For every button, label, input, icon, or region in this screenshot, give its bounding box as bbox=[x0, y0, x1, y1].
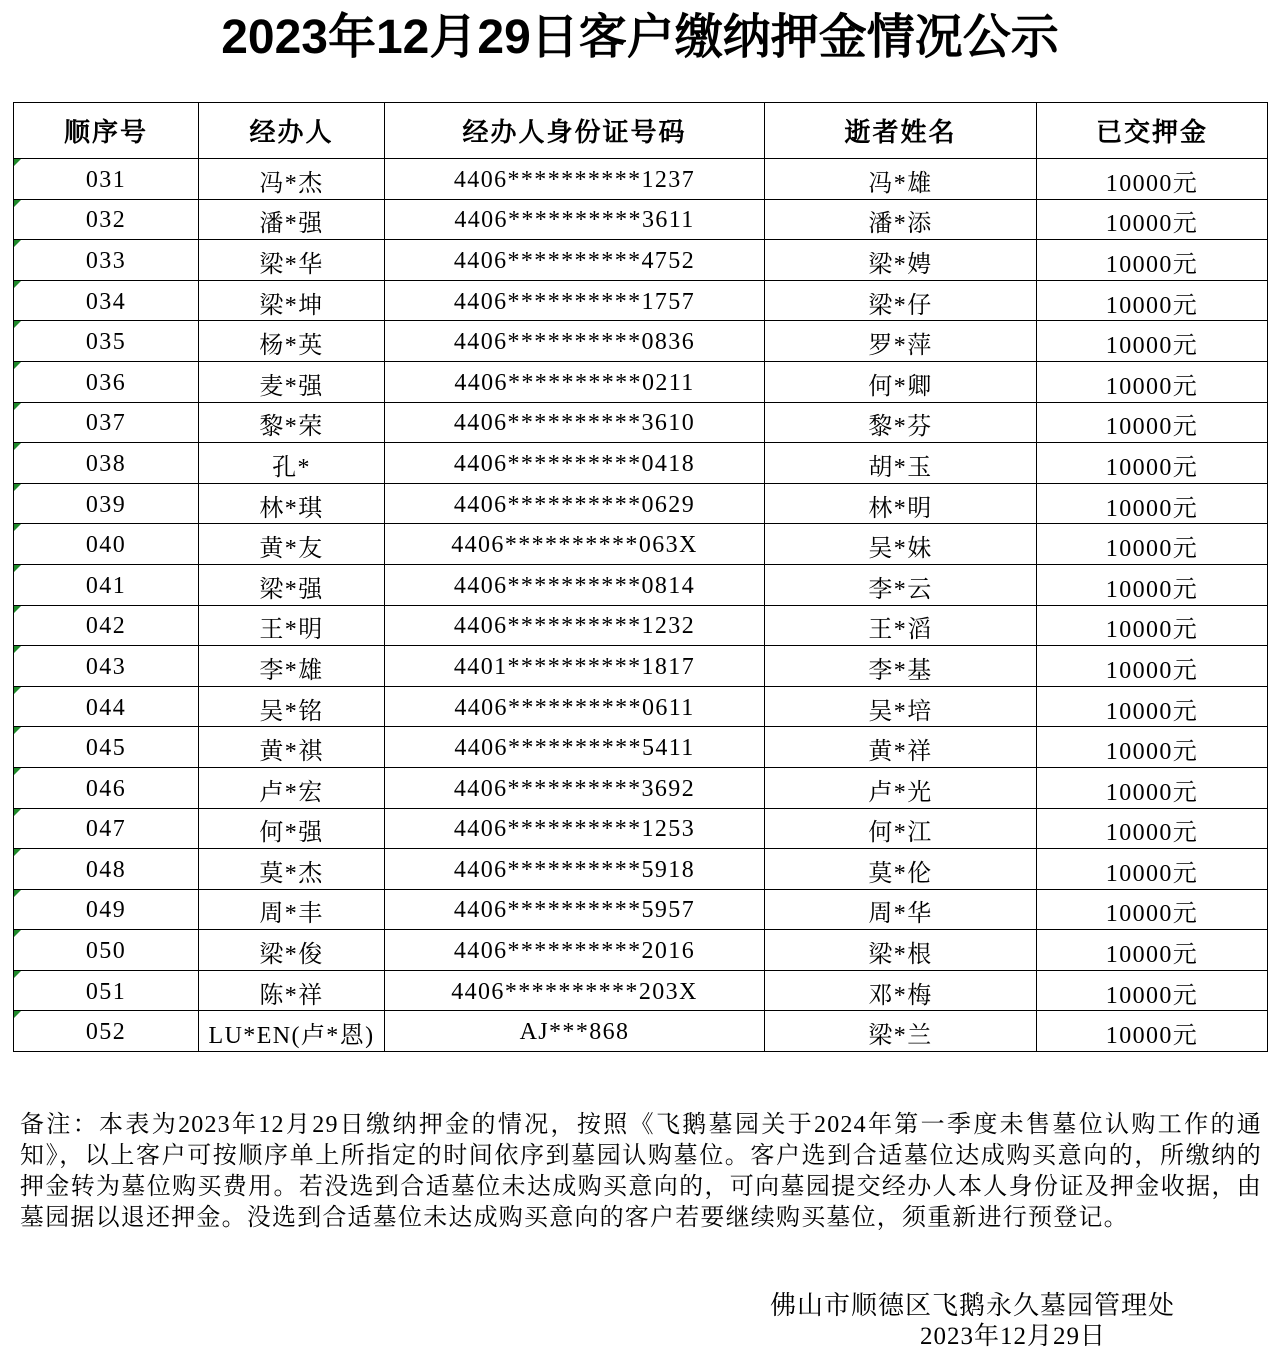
table-row bbox=[14, 686, 1268, 727]
cell-seq: 039 bbox=[14, 483, 199, 524]
cell-id-number: 4406**********4752 bbox=[385, 240, 765, 281]
cell-deposit: 10000元 bbox=[1037, 767, 1268, 808]
cell-agent-name: 王*明 bbox=[199, 605, 385, 646]
cell-seq: 040 bbox=[14, 524, 199, 565]
cell-id-number: 4406**********1232 bbox=[385, 605, 765, 646]
cell-id-number: 4406**********3692 bbox=[385, 767, 765, 808]
cell-deceased-name: 何*卿 bbox=[765, 361, 1037, 402]
header-agent-name: 经办人 bbox=[199, 103, 385, 159]
cell-agent-name: 梁*坤 bbox=[199, 280, 385, 321]
cell-deposit: 10000元 bbox=[1037, 402, 1268, 443]
cell-seq: 048 bbox=[14, 849, 199, 890]
cell-agent-name: 潘*强 bbox=[199, 199, 385, 240]
cell-deceased-name: 冯*雄 bbox=[765, 159, 1037, 200]
table-row bbox=[14, 605, 1268, 646]
cell-deposit: 10000元 bbox=[1037, 361, 1268, 402]
cell-agent-name: 吴*铭 bbox=[199, 686, 385, 727]
cell-deposit: 10000元 bbox=[1037, 605, 1268, 646]
table-row bbox=[14, 321, 1268, 362]
cell-agent-name: 卢*宏 bbox=[199, 767, 385, 808]
cell-deceased-name: 吴*妹 bbox=[765, 524, 1037, 565]
cell-seq: 042 bbox=[14, 605, 199, 646]
cell-deceased-name: 邓*梅 bbox=[765, 970, 1037, 1011]
table-header bbox=[14, 103, 1268, 159]
cell-deposit: 10000元 bbox=[1037, 808, 1268, 849]
cell-deposit: 10000元 bbox=[1037, 443, 1268, 484]
cell-seq: 047 bbox=[14, 808, 199, 849]
cell-agent-name: 李*雄 bbox=[199, 646, 385, 687]
cell-deposit: 10000元 bbox=[1037, 199, 1268, 240]
cell-agent-name: 孔* bbox=[199, 443, 385, 484]
table-row bbox=[14, 646, 1268, 687]
cell-agent-name: 周*丰 bbox=[199, 889, 385, 930]
cell-id-number: 4406**********5411 bbox=[385, 727, 765, 768]
cell-deposit: 10000元 bbox=[1037, 1011, 1268, 1052]
cell-id-number: 4406**********1757 bbox=[385, 280, 765, 321]
cell-seq: 036 bbox=[14, 361, 199, 402]
cell-agent-name: 莫*杰 bbox=[199, 849, 385, 890]
cell-deceased-name: 梁*兰 bbox=[765, 1011, 1037, 1052]
note-text: 备注：本表为2023年12月29日缴纳押金的情况，按照《飞鹅墓园关于2024年第一季度未售墓位认购工作的通知》，以上客户可按顺序单上所指定的时间依序到墓园认购墓位。客户选到合适墓位达成购买意向的，所缴纳的押金转为墓位购买费用。若没选到合适墓位未达成购买意向的，可向墓园提交经办人本人身份证及押金收据，由墓园据以退还押金。没选到合适墓位未达成购买意向的客户若要继续购买墓位，须重新进行预登记。 bbox=[20, 1112, 1262, 1231]
cell-agent-name: 杨*英 bbox=[199, 321, 385, 362]
table-row bbox=[14, 443, 1268, 484]
cell-agent-name: 黄*祺 bbox=[199, 727, 385, 768]
cell-deposit: 10000元 bbox=[1037, 280, 1268, 321]
cell-id-number: 4401**********1817 bbox=[385, 646, 765, 687]
cell-id-number: 4406**********0814 bbox=[385, 564, 765, 605]
cell-deceased-name: 梁*娉 bbox=[765, 240, 1037, 281]
cell-agent-name: 梁*俊 bbox=[199, 930, 385, 971]
cell-id-number: AJ***868 bbox=[385, 1011, 765, 1052]
cell-deceased-name: 何*江 bbox=[765, 808, 1037, 849]
table-row bbox=[14, 240, 1268, 281]
cell-id-number: 4406**********0211 bbox=[385, 361, 765, 402]
cell-seq: 044 bbox=[14, 686, 199, 727]
table-row bbox=[14, 767, 1268, 808]
cell-seq: 038 bbox=[14, 443, 199, 484]
table-row bbox=[14, 564, 1268, 605]
header-deposit: 已交押金 bbox=[1037, 103, 1268, 159]
cell-agent-name: 陈*祥 bbox=[199, 970, 385, 1011]
cell-id-number: 4406**********0611 bbox=[385, 686, 765, 727]
table-row bbox=[14, 849, 1268, 890]
cell-deceased-name: 周*华 bbox=[765, 889, 1037, 930]
cell-deceased-name: 梁*根 bbox=[765, 930, 1037, 971]
cell-id-number: 4406**********1237 bbox=[385, 159, 765, 200]
cell-agent-name: 黎*荣 bbox=[199, 402, 385, 443]
cell-id-number: 4406**********2016 bbox=[385, 930, 765, 971]
table-header-row bbox=[14, 103, 1268, 159]
cell-seq: 032 bbox=[14, 199, 199, 240]
cell-deposit: 10000元 bbox=[1037, 686, 1268, 727]
cell-agent-name: 梁*强 bbox=[199, 564, 385, 605]
table-row bbox=[14, 280, 1268, 321]
cell-agent-name: 林*琪 bbox=[199, 483, 385, 524]
cell-deceased-name: 王*滔 bbox=[765, 605, 1037, 646]
cell-deceased-name: 吴*培 bbox=[765, 686, 1037, 727]
cell-seq: 037 bbox=[14, 402, 199, 443]
cell-deceased-name: 潘*添 bbox=[765, 199, 1037, 240]
table-row bbox=[14, 361, 1268, 402]
cell-id-number: 4406**********063X bbox=[385, 524, 765, 565]
header-deceased-name: 逝者姓名 bbox=[765, 103, 1037, 159]
table-row bbox=[14, 808, 1268, 849]
cell-seq: 035 bbox=[14, 321, 199, 362]
cell-agent-name: LU*EN(卢*恩) bbox=[199, 1011, 385, 1052]
cell-deceased-name: 卢*光 bbox=[765, 767, 1037, 808]
cell-deceased-name: 胡*玉 bbox=[765, 443, 1037, 484]
cell-seq: 034 bbox=[14, 280, 199, 321]
cell-deceased-name: 林*明 bbox=[765, 483, 1037, 524]
cell-agent-name: 麦*强 bbox=[199, 361, 385, 402]
cell-deceased-name: 莫*伦 bbox=[765, 849, 1037, 890]
cell-deceased-name: 罗*萍 bbox=[765, 321, 1037, 362]
cell-seq: 046 bbox=[14, 767, 199, 808]
table-row bbox=[14, 402, 1268, 443]
cell-deposit: 10000元 bbox=[1037, 524, 1268, 565]
cell-seq: 033 bbox=[14, 240, 199, 281]
cell-deposit: 10000元 bbox=[1037, 483, 1268, 524]
cell-id-number: 4406**********3610 bbox=[385, 402, 765, 443]
cell-deceased-name: 李*基 bbox=[765, 646, 1037, 687]
table-row bbox=[14, 727, 1268, 768]
cell-id-number: 4406**********0836 bbox=[385, 321, 765, 362]
cell-seq: 041 bbox=[14, 564, 199, 605]
cell-seq: 052 bbox=[14, 1011, 199, 1052]
cell-deposit: 10000元 bbox=[1037, 970, 1268, 1011]
cell-deceased-name: 黄*祥 bbox=[765, 727, 1037, 768]
cell-deposit: 10000元 bbox=[1037, 321, 1268, 362]
cell-deposit: 10000元 bbox=[1037, 564, 1268, 605]
cell-agent-name: 何*强 bbox=[199, 808, 385, 849]
cell-id-number: 4406**********5957 bbox=[385, 889, 765, 930]
cell-seq: 031 bbox=[14, 159, 199, 200]
cell-seq: 049 bbox=[14, 889, 199, 930]
cell-seq: 045 bbox=[14, 727, 199, 768]
table-row bbox=[14, 159, 1268, 200]
cell-agent-name: 梁*华 bbox=[199, 240, 385, 281]
cell-seq: 051 bbox=[14, 970, 199, 1011]
page-title: 2023年12月29日客户缴纳押金情况公示 bbox=[221, 11, 1059, 64]
table-row bbox=[14, 1011, 1268, 1052]
table-row bbox=[14, 889, 1268, 930]
cell-seq: 050 bbox=[14, 930, 199, 971]
footer-organization: 佛山市顺德区飞鹅永久墓园管理处 bbox=[770, 1291, 1176, 1320]
cell-deceased-name: 黎*芬 bbox=[765, 402, 1037, 443]
table-row bbox=[14, 524, 1268, 565]
cell-deposit: 10000元 bbox=[1037, 727, 1268, 768]
cell-deposit: 10000元 bbox=[1037, 849, 1268, 890]
deposit-table bbox=[13, 102, 1268, 1052]
table-row bbox=[14, 483, 1268, 524]
cell-id-number: 4406**********0418 bbox=[385, 443, 765, 484]
cell-id-number: 4406**********3611 bbox=[385, 199, 765, 240]
cell-id-number: 4406**********203X bbox=[385, 970, 765, 1011]
cell-id-number: 4406**********1253 bbox=[385, 808, 765, 849]
cell-agent-name: 黄*友 bbox=[199, 524, 385, 565]
table-row bbox=[14, 930, 1268, 971]
table-row bbox=[14, 199, 1268, 240]
footer-date: 2023年12月29日 bbox=[920, 1323, 1107, 1350]
cell-deposit: 10000元 bbox=[1037, 646, 1268, 687]
table-body bbox=[14, 159, 1268, 1052]
header-id-number: 经办人身份证号码 bbox=[385, 103, 765, 159]
cell-deposit: 10000元 bbox=[1037, 889, 1268, 930]
cell-id-number: 4406**********5918 bbox=[385, 849, 765, 890]
cell-agent-name: 冯*杰 bbox=[199, 159, 385, 200]
table-row bbox=[14, 970, 1268, 1011]
cell-deposit: 10000元 bbox=[1037, 930, 1268, 971]
cell-deceased-name: 梁*仔 bbox=[765, 280, 1037, 321]
cell-deposit: 10000元 bbox=[1037, 159, 1268, 200]
cell-deceased-name: 李*云 bbox=[765, 564, 1037, 605]
cell-seq: 043 bbox=[14, 646, 199, 687]
header-seq: 顺序号 bbox=[14, 103, 199, 159]
cell-id-number: 4406**********0629 bbox=[385, 483, 765, 524]
cell-deposit: 10000元 bbox=[1037, 240, 1268, 281]
